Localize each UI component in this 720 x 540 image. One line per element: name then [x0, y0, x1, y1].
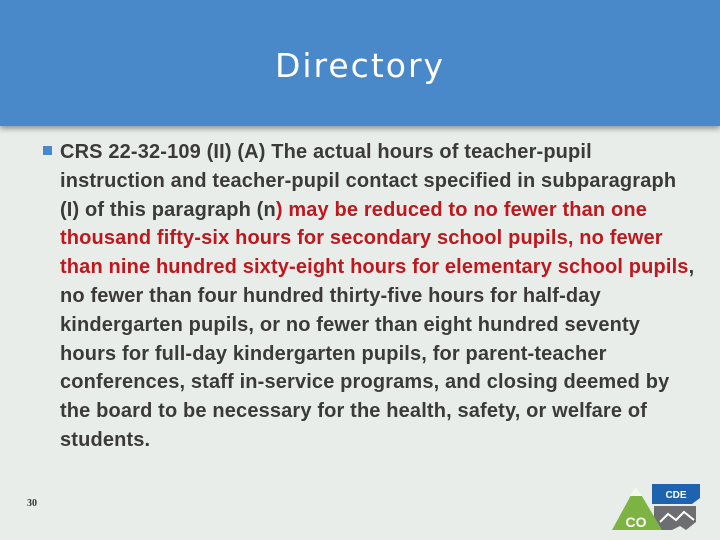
title-bar	[0, 0, 720, 126]
statute-text-end: , no fewer than four hundred thirty-five hours for half-day kindergarten pupils, or no fewer than eight hundred seventy hours for full-day kindergarten pupils, for parent-teacher conferences, staff in-service programs, and closing deemed by the board to be necessary for the health, safety, or welfare of students.	[60, 256, 695, 451]
page-number: 30	[27, 498, 37, 509]
slide-content	[32, 138, 697, 455]
slide-title: Directory	[274, 46, 446, 85]
bullet-text	[60, 138, 697, 455]
highlighted-hours-text: ) may be reduced to no fewer than one thousand fifty-six hours for secondary school pupils, no fewer than nine hundred sixty-eight hours for elementary school pupils	[60, 198, 689, 279]
cde-logo-text: CDE	[665, 490, 687, 501]
co-logo-text: CO	[625, 514, 647, 530]
mountain-peak-cap	[630, 486, 642, 496]
bullet-item	[32, 138, 697, 455]
square-bullet-icon	[43, 146, 52, 155]
statute-text-start: CRS 22-32-109 (II) (A) The actual hours of teacher-pupil instruction and teacher-pupil contact specified in subparagraph (I) of this paragraph (n	[60, 141, 677, 221]
colorado-cde-logo	[610, 478, 702, 532]
state-outline-shape	[654, 506, 696, 530]
